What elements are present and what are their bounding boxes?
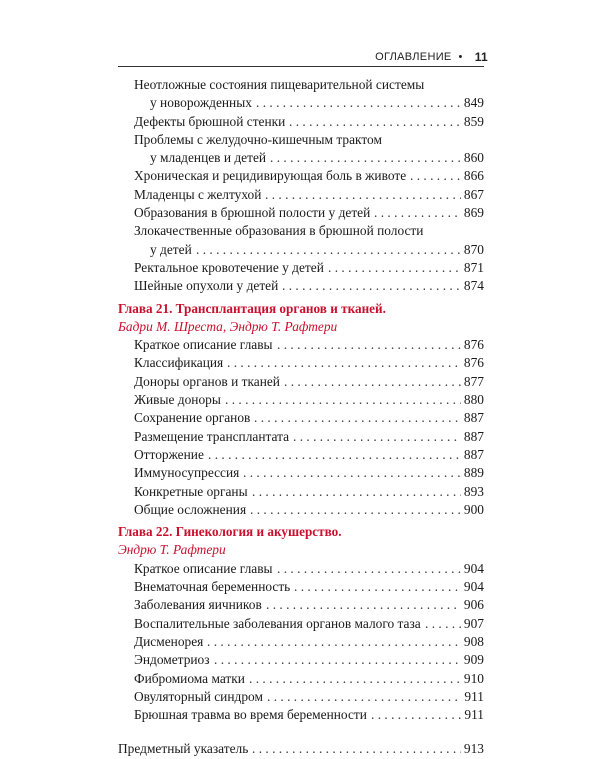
toc-entry	[0, 615, 600, 633]
entry-label: Младенцы с желтухой	[134, 186, 262, 202]
toc-entry	[0, 633, 600, 651]
leader-dots	[374, 204, 461, 222]
entry-page-number: 913	[462, 740, 484, 758]
toc-entry	[0, 354, 600, 372]
leader-dots	[196, 241, 461, 259]
leader-dots	[266, 596, 461, 614]
entry-label: Неотложные состояния пищеварительной системы	[134, 77, 425, 92]
entry-label: Внематочная беременность	[134, 579, 291, 595]
leader-dots	[267, 688, 461, 706]
entry-label: Хроническая и рецидивирующая боль в животе	[134, 168, 407, 184]
entry-label: Брюшная травма во время беременности	[134, 707, 367, 723]
toc-entry-text	[0, 131, 600, 149]
entry-label: Предметный указатель	[118, 741, 249, 757]
entry-label: Конкретные органы	[134, 483, 248, 499]
entry-label: Заболевания яичников	[134, 597, 262, 613]
page-number: 11	[474, 50, 488, 64]
entry-page-number: 911	[462, 706, 484, 724]
entry-page-number: 911	[462, 688, 484, 706]
toc-entry	[0, 501, 600, 519]
leader-dots	[256, 94, 461, 112]
toc-entry	[0, 578, 600, 596]
leader-dots	[243, 464, 461, 482]
entry-label: у младенцев и детей	[150, 150, 267, 166]
leader-dots	[227, 354, 461, 372]
entry-page-number: 887	[462, 446, 484, 464]
entry-page-number: 904	[462, 560, 484, 578]
leader-dots	[208, 446, 461, 464]
entry-page-number: 887	[462, 409, 484, 427]
toc-entry	[0, 391, 600, 409]
leader-dots	[294, 578, 461, 596]
leader-dots	[214, 651, 461, 669]
entry-label: Размещение трансплантата	[134, 428, 290, 444]
entry-page-number: 906	[462, 596, 484, 614]
entry-page-number: 909	[462, 651, 484, 669]
entry-label: Отторжение	[134, 446, 204, 462]
entry-label: Глава 22. Гинекология и акушерство.	[118, 524, 342, 540]
entry-page-number: 876	[462, 354, 484, 372]
leader-dots	[425, 615, 461, 633]
entry-label: Дефекты брюшной стенки	[134, 113, 286, 129]
entry-label: Шейные опухоли у детей	[134, 278, 279, 294]
leader-dots	[277, 560, 461, 578]
toc-entry	[0, 464, 600, 482]
toc-entry	[0, 94, 600, 112]
chapter-authors	[0, 318, 600, 336]
entry-page-number: 860	[462, 149, 484, 167]
entry-page-number: 869	[462, 204, 484, 222]
entry-label: Воспалительные заболевания органов малого таза	[134, 615, 421, 631]
entry-label: Краткое описание главы	[134, 560, 273, 576]
entry-label: Сохранение органов	[134, 410, 251, 426]
toc-entry	[0, 186, 600, 204]
chapter-authors	[0, 541, 600, 559]
toc-entry	[0, 204, 600, 222]
toc-entry	[0, 113, 600, 131]
entry-page-number: 874	[462, 277, 484, 295]
header-rule	[118, 66, 484, 67]
entry-label: Фибромиома матки	[134, 670, 245, 686]
entry-page-number: 849	[462, 94, 484, 112]
toc-entry	[0, 259, 600, 277]
leader-dots	[277, 336, 461, 354]
chapter-title	[0, 300, 600, 318]
entry-page-number: 880	[462, 391, 484, 409]
spacer	[0, 724, 600, 740]
entry-page-number: 904	[462, 578, 484, 596]
leader-dots	[250, 501, 461, 519]
entry-label: Общие осложнения	[134, 501, 247, 517]
toc-entry	[0, 670, 600, 688]
running-head	[375, 50, 488, 64]
leader-dots	[270, 149, 461, 167]
entry-page-number: 900	[462, 501, 484, 519]
toc-entry	[0, 277, 600, 295]
entry-page-number: 889	[462, 464, 484, 482]
section-title: ОГЛАВЛЕНИЕ	[375, 51, 452, 63]
toc-entry	[0, 149, 600, 167]
entry-page-number: 867	[462, 186, 484, 204]
entry-label: Эндометриоз	[134, 652, 210, 668]
leader-dots	[265, 186, 461, 204]
entry-label: у детей	[150, 241, 192, 257]
entry-label: Овуляторный синдром	[134, 688, 263, 704]
leader-dots	[371, 706, 461, 724]
toc-entry-text	[0, 222, 600, 240]
leader-dots	[225, 391, 461, 409]
entry-page-number: 870	[462, 241, 484, 259]
entry-page-number: 871	[462, 259, 484, 277]
entry-label: Злокачественные образования в брюшной полости	[134, 223, 424, 239]
bullet-icon: •	[458, 51, 463, 63]
entry-label: Глава 21. Трансплантация органов и тканей.	[118, 300, 386, 316]
leader-dots	[249, 670, 461, 688]
leader-dots	[282, 277, 461, 295]
entry-page-number: 910	[462, 670, 484, 688]
leader-dots	[254, 409, 461, 427]
toc-entry	[0, 483, 600, 501]
entry-page-number: 908	[462, 633, 484, 651]
toc-entry	[0, 428, 600, 446]
toc-entry	[0, 373, 600, 391]
leader-dots	[252, 483, 461, 501]
entry-label: Дисменорея	[134, 633, 204, 649]
entry-label: Бадри М. Шреста, Эндрю Т. Рафтери	[118, 318, 338, 334]
toc-entry	[0, 560, 600, 578]
leader-dots	[410, 167, 461, 185]
leader-dots	[284, 373, 461, 391]
leader-dots	[207, 633, 461, 651]
leader-dots	[328, 259, 461, 277]
toc-entry	[0, 688, 600, 706]
leader-dots	[293, 428, 461, 446]
entry-label: у новорожденных	[150, 95, 252, 111]
entry-page-number: 877	[462, 373, 484, 391]
entry-page-number: 859	[462, 113, 484, 131]
leader-dots	[289, 113, 461, 131]
entry-label: Доноры органов и тканей	[134, 373, 280, 389]
entry-label: Ректальное кровотечение у детей	[134, 259, 324, 275]
entry-page-number: 887	[462, 428, 484, 446]
toc-entry-text	[0, 76, 600, 94]
toc-entry	[0, 241, 600, 259]
toc-entry	[0, 409, 600, 427]
entry-label: Проблемы с желудочно-кишечным трактом	[134, 131, 382, 147]
entry-page-number: 893	[462, 483, 484, 501]
entry-label: Классификация	[134, 355, 224, 371]
entry-page-number: 907	[462, 615, 484, 633]
toc-entry	[0, 596, 600, 614]
entry-label: Живые доноры	[134, 392, 221, 408]
entry-label: Иммуносупрессия	[134, 465, 240, 481]
entry-label: Краткое описание главы	[134, 337, 273, 353]
entry-label: Эндрю Т. Рафтери	[118, 542, 226, 558]
entry-label: Образования в брюшной полости у детей	[134, 205, 371, 221]
toc-entry	[0, 167, 600, 185]
entry-page-number: 866	[462, 167, 484, 185]
entry-page-number: 876	[462, 336, 484, 354]
toc-entry	[0, 651, 600, 669]
chapter-title	[0, 523, 600, 541]
table-of-contents	[0, 76, 600, 759]
toc-entry	[0, 336, 600, 354]
toc-entry	[0, 706, 600, 724]
toc-entry	[0, 446, 600, 464]
